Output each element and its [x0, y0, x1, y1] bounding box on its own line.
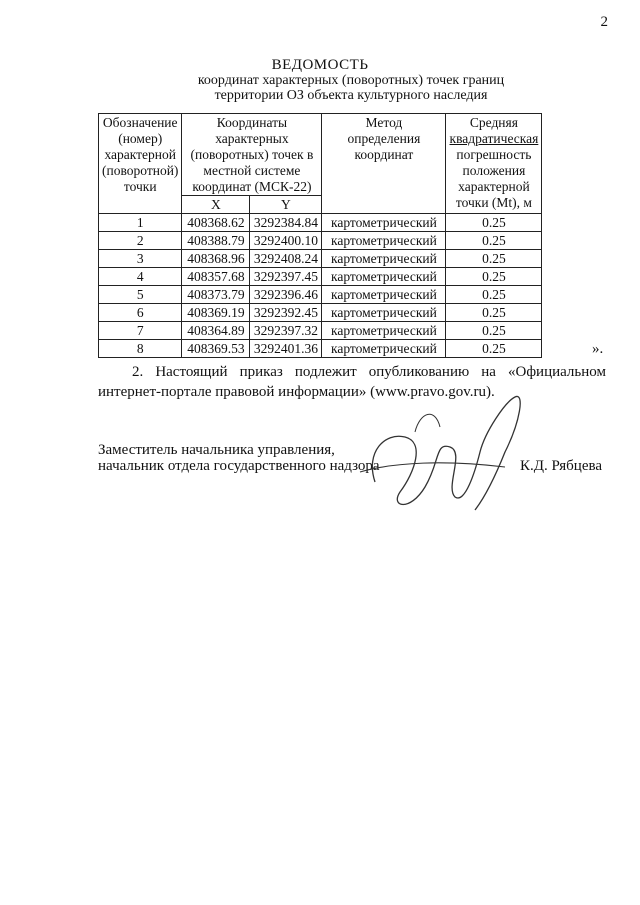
- header-line: Координаты: [216, 115, 288, 130]
- header-coordinates: [182, 114, 322, 196]
- publication-paragraph-text: 2. Настоящий приказ подлежит опубликованию на «Официальном интернет-портале правовой информации» (www.pravo.gov.ru).: [98, 364, 606, 400]
- title-main: ВЕДОМОСТЬ: [271, 57, 369, 73]
- cell-id: 7: [99, 322, 182, 340]
- cell-id: 2: [99, 232, 182, 250]
- table-row: [99, 322, 542, 340]
- signatory-position-line-2: начальник отдела государственного надзора: [98, 458, 380, 474]
- table-row: [99, 268, 542, 286]
- title-line-1: координат характерных (поворотных) точек границ: [197, 73, 505, 88]
- header-line: координат (МСК-22): [192, 179, 312, 194]
- cell-error: 0.25: [446, 214, 542, 232]
- table-row: [99, 304, 542, 322]
- cell-id: 4: [99, 268, 182, 286]
- cell-y: 3292397.45: [250, 268, 322, 286]
- cell-y: 3292397.32: [250, 322, 322, 340]
- header-error-underlined: квадратическая: [449, 131, 539, 146]
- coordinates-table: [98, 113, 542, 358]
- cell-x: 408364.89: [182, 322, 250, 340]
- cell-error: 0.25: [446, 268, 542, 286]
- cell-y: 3292384.84: [250, 214, 322, 232]
- cell-method: картометрический: [322, 286, 446, 304]
- header-line: (номер): [118, 131, 163, 146]
- cell-method: картометрический: [322, 268, 446, 286]
- title-line-2: территории ОЗ объекта культурного наследия: [214, 88, 488, 103]
- cell-method: картометрический: [322, 232, 446, 250]
- cell-y: 3292400.10: [250, 232, 322, 250]
- header-line: характерной: [104, 147, 176, 162]
- cell-x: 408357.68: [182, 268, 250, 286]
- cell-id: 6: [99, 304, 182, 322]
- cell-method: картометрический: [322, 304, 446, 322]
- cell-y: 3292408.24: [250, 250, 322, 268]
- table-row: [99, 232, 542, 250]
- header-line: (поворотных) точек в: [190, 147, 314, 162]
- cell-id: 3: [99, 250, 182, 268]
- cell-error: 0.25: [446, 322, 542, 340]
- signatory-position-line-1: Заместитель начальника управления,: [98, 442, 335, 458]
- header-line: Обозначение: [102, 115, 178, 130]
- table-row: [99, 340, 542, 358]
- header-line: (поворотной): [102, 163, 179, 178]
- cell-x: 408373.79: [182, 286, 250, 304]
- cell-method: картометрический: [322, 214, 446, 232]
- cell-y: 3292396.46: [250, 286, 322, 304]
- cell-error: 0.25: [446, 286, 542, 304]
- header-line: характерных: [215, 131, 289, 146]
- cell-method: картометрический: [322, 340, 446, 358]
- header-y: Y: [250, 196, 322, 214]
- handwritten-signature: [355, 392, 535, 522]
- header-line: точки: [123, 179, 157, 194]
- header-line: координат: [354, 147, 414, 162]
- cell-y: 3292401.36: [250, 340, 322, 358]
- table-row: [99, 214, 542, 232]
- cell-method: картометрический: [322, 322, 446, 340]
- cell-id: 8: [99, 340, 182, 358]
- header-error: [446, 114, 542, 214]
- cell-method: картометрический: [322, 250, 446, 268]
- cell-error: 0.25: [446, 304, 542, 322]
- cell-y: 3292392.45: [250, 304, 322, 322]
- signatory-position: [98, 442, 380, 474]
- page-number: 2: [600, 14, 608, 30]
- cell-error: 0.25: [446, 340, 542, 358]
- header-line: точки (Mt), м: [455, 195, 532, 210]
- cell-id: 1: [99, 214, 182, 232]
- cell-x: 408368.62: [182, 214, 250, 232]
- signatory-name: К.Д. Рябцева: [520, 458, 603, 474]
- cell-error: 0.25: [446, 232, 542, 250]
- cell-id: 5: [99, 286, 182, 304]
- header-method: [322, 114, 446, 214]
- header-line: Метод: [365, 115, 403, 130]
- header-point-id: [99, 114, 182, 214]
- cell-x: 408388.79: [182, 232, 250, 250]
- table-row: [99, 286, 542, 304]
- document-title: [0, 58, 640, 103]
- closing-quote: ».: [592, 341, 604, 357]
- cell-x: 408368.96: [182, 250, 250, 268]
- header-x: X: [182, 196, 250, 214]
- header-line: местной системе: [203, 163, 301, 178]
- header-line: характерной: [458, 179, 530, 194]
- cell-x: 408369.53: [182, 340, 250, 358]
- cell-error: 0.25: [446, 250, 542, 268]
- header-line: погрешность: [456, 147, 532, 162]
- cell-x: 408369.19: [182, 304, 250, 322]
- header-line: положения: [462, 163, 526, 178]
- header-line: определения: [347, 131, 421, 146]
- header-error-title: Средняя: [469, 115, 518, 130]
- table-row: [99, 250, 542, 268]
